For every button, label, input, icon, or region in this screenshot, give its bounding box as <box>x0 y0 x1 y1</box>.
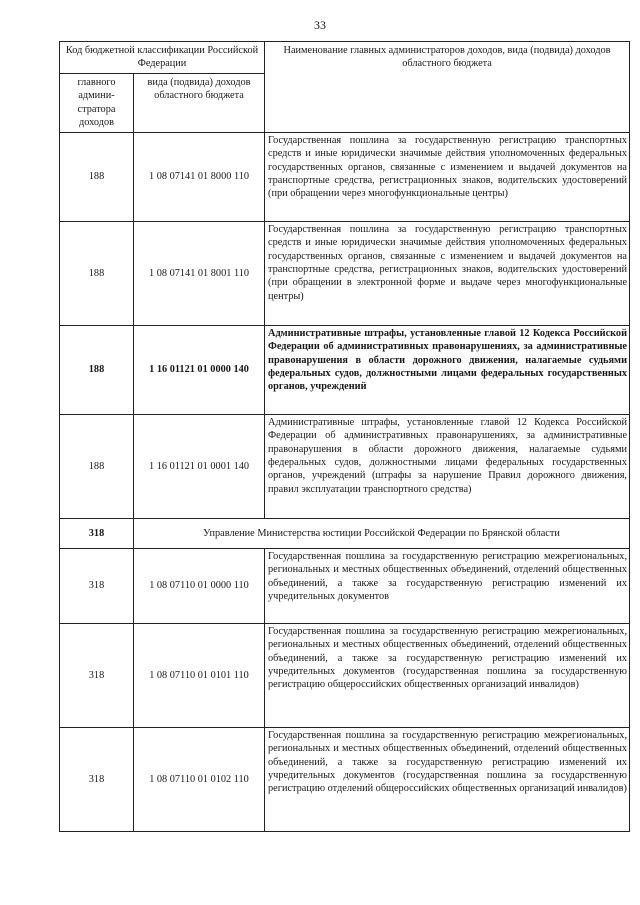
admin-code-cell: 318 <box>60 518 134 548</box>
code-group-header: Код бюджетной классификации Российской Федерации <box>60 42 265 74</box>
table-row <box>60 221 630 325</box>
agency-name-cell: Управление Министерства юстиции Российской Федерации по Брянской области <box>134 518 630 548</box>
income-code-cell: 1 16 01121 01 0001 140 <box>134 414 265 518</box>
income-type-column-header: вида (подвида) доходов областного бюджета <box>134 73 265 132</box>
page-number: 33 <box>314 18 326 32</box>
revenue-administrators-table <box>59 41 630 832</box>
table-row <box>60 727 630 831</box>
table-row <box>60 623 630 727</box>
table-row <box>60 132 630 221</box>
admin-code-cell: 188 <box>60 325 134 414</box>
table-row <box>60 325 630 414</box>
description-cell: Государственная пошлина за государственную регистрацию транспортных средств и иные юридически значимые действия уполномоченных федеральных государственных органов, связанные с изменением и выдачей документов на транспортные средства, регистрационных знаков, водительских удостоверений (при обращении через многофункциональные центры) <box>265 132 630 221</box>
income-code-cell: 1 08 07110 01 0000 110 <box>134 548 265 623</box>
admin-code-cell: 318 <box>60 727 134 831</box>
description-cell: Государственная пошлина за государственную регистрацию межрегиональных, региональных и местных общественных объединений, отделений общественных объединений, а также за государственную регистрацию изменений их учредительных документов <box>265 548 630 623</box>
admin-code-cell: 188 <box>60 414 134 518</box>
income-code-cell: 1 08 07141 01 8000 110 <box>134 132 265 221</box>
admin-code-cell: 318 <box>60 548 134 623</box>
income-code-cell: 1 08 07110 01 0101 110 <box>134 623 265 727</box>
table-row <box>60 548 630 623</box>
admin-code-cell: 318 <box>60 623 134 727</box>
table-row <box>60 414 630 518</box>
description-cell: Государственная пошлина за государственную регистрацию межрегиональных, региональных и местных общественных объединений, отделений общественных объединений, а также за государственную регистрацию изменений их учредительных документов (государственная пошлина за государственную регистрацию отделений общероссийских общественных организаций инвалидов) <box>265 727 630 831</box>
description-cell: Государственная пошлина за государственную регистрацию межрегиональных, региональных и местных общественных объединений, отделений общественных объединений, а также за государственную регистрацию изменений их учредительных документов (государственная пошлина за государственную регистрацию общероссийских общественных организаций инвалидов) <box>265 623 630 727</box>
description-cell: Административные штрафы, установленные главой 12 Кодекса Российской Федерации об административных правонарушениях, за административные правонарушения в области дорожного движения, налагаемые судьями федеральных судов, должностными лицами федеральных государственных органов, учреждений (штрафы за нарушение Правил дорожного движения, правил эксплуатации транспортного средства) <box>265 414 630 518</box>
admin-code-cell: 188 <box>60 132 134 221</box>
admin-code-cell: 188 <box>60 221 134 325</box>
income-code-cell: 1 08 07110 01 0102 110 <box>134 727 265 831</box>
name-column-header: Наименование главных администраторов доходов, вида (подвида) доходов областного бюджета <box>265 42 630 133</box>
admin-column-header: главного админи-стратора доходов <box>60 73 134 132</box>
income-code-cell: 1 16 01121 01 0000 140 <box>134 325 265 414</box>
table-header-row <box>60 42 630 74</box>
agency-header-row <box>60 518 630 548</box>
description-cell: Административные штрафы, установленные главой 12 Кодекса Российской Федерации об административных правонарушениях, за административные правонарушения в области дорожного движения, налагаемые судьями федеральных судов, должностными лицами федеральных государственных органов, учреждений <box>265 325 630 414</box>
description-cell: Государственная пошлина за государственную регистрацию транспортных средств и иные юридически значимые действия уполномоченных федеральных государственных органов, связанные с изменением и выдачей документов на транспортные средства, регистрационных знаков, водительских удостоверений (при обращении в электронной форме и выдаче через многофункциональные центры) <box>265 221 630 325</box>
income-code-cell: 1 08 07141 01 8001 110 <box>134 221 265 325</box>
